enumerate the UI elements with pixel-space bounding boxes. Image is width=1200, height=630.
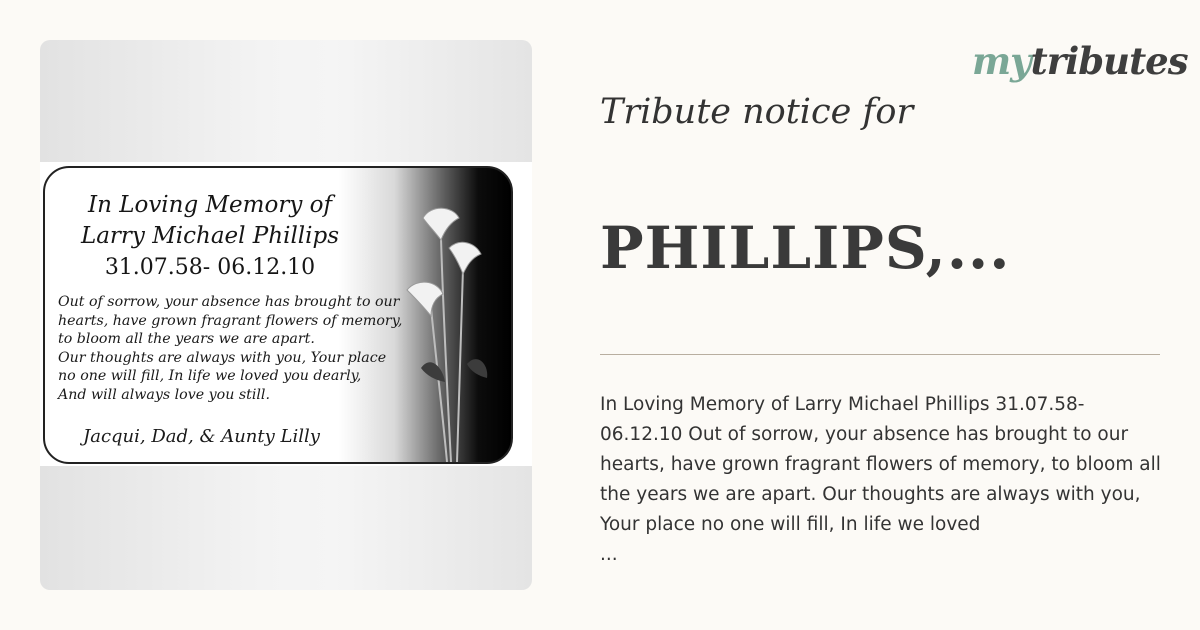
tribute-photo (40, 40, 532, 590)
card-signature: Jacqui, Dad, & Aunty Lilly (83, 426, 320, 447)
card-heading-line2: Larry Michael Phillips (80, 223, 340, 249)
notice-label: Tribute notice for (600, 92, 914, 132)
logo-suffix: tributes (1030, 39, 1188, 83)
divider (600, 354, 1160, 355)
card-dates: 31.07.58- 06.12.10 (104, 255, 316, 280)
notice-excerpt (600, 390, 1170, 570)
notice-ellipsis: ... (600, 544, 618, 565)
calla-lily-icon (401, 168, 511, 462)
notice-image (40, 162, 532, 466)
notice-excerpt-text: In Loving Memory of Larry Michael Phillips 31.07.58- 06.12.10 Out of sorrow, your absence has brought to our hearts, have grown fragrant flowers of memory, to bloom all the years we are apart. Our thoughts are always with you, Your place no one will fill, In life we loved (600, 394, 1161, 535)
card-verse: Out of sorrow, your absence has brought to our hearts, have grown fragrant flowers of memory, to bloom all the years we are apart. Our thoughts are always with you, Your place no one will fill, In life we loved you dearly, And will always love you still. (58, 294, 403, 403)
mytributes-logo[interactable] (972, 36, 1188, 86)
memorial-card (43, 166, 513, 464)
logo-prefix: my (972, 39, 1031, 83)
card-heading-line1: In Loving Memory of (87, 192, 332, 218)
deceased-name: PHILLIPS,... (600, 214, 1011, 282)
card-heading (45, 190, 375, 283)
